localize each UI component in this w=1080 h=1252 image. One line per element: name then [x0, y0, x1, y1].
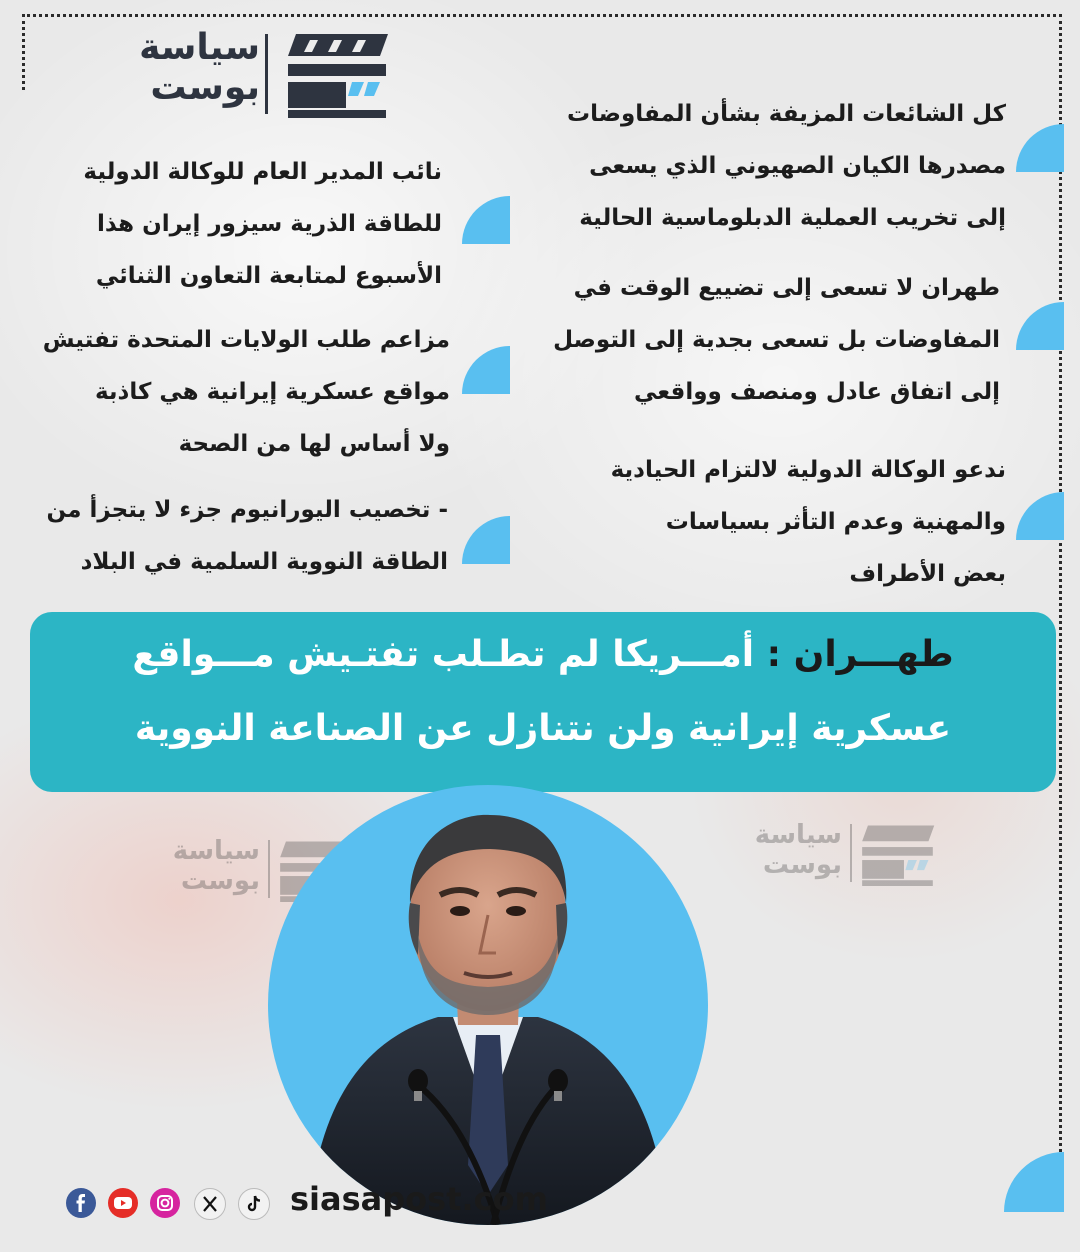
facebook-icon[interactable]: [66, 1188, 96, 1218]
point-line: نائب المدير العام للوكالة الدولية: [83, 159, 442, 185]
logo-line-1: سياسة: [139, 27, 260, 68]
point-line: إلى اتفاق عادل ومنصف وواقعي: [634, 379, 1000, 405]
dotted-frame-top: [22, 14, 1062, 17]
tiktok-icon[interactable]: [238, 1188, 270, 1220]
dotted-frame-right: [1059, 14, 1062, 1164]
dotted-frame-left: [22, 14, 25, 90]
point-left-2: [43, 314, 450, 470]
point-line: المفاوضات بل تسعى بجدية إلى التوصل: [553, 327, 1000, 353]
logo-divider: [265, 34, 268, 114]
watermark-line-2: بوست: [180, 866, 260, 896]
logo-mark-icon: [288, 32, 393, 118]
point-line: ولا أساس لها من الصحة: [178, 431, 450, 457]
headline-line-1: [30, 634, 1056, 675]
point-line: - تخصيب اليورانيوم جزء لا يتجزأ من: [46, 497, 448, 523]
point-right-1: [567, 88, 1006, 244]
portrait-circle: [268, 785, 708, 1225]
point-left-3: [47, 484, 448, 588]
point-line: إلى تخريب العملية الدبلوماسية الحالية: [579, 205, 1006, 231]
point-line: طهران لا تسعى إلى تضييع الوقت في: [573, 275, 1000, 301]
headline-line-2: عسكرية إيرانية ولن نتنازل عن الصناعة النووية: [134, 708, 952, 749]
watermark-line-1: سياسة: [172, 836, 260, 866]
x-icon[interactable]: [194, 1188, 226, 1220]
point-line: الطاقة النووية السلمية في البلاد: [80, 549, 448, 575]
website-url[interactable]: siasapost.com: [290, 1180, 548, 1218]
point-line: مصدرها الكيان الصهيوني الذي يسعى: [589, 153, 1006, 179]
brand-logo: [105, 28, 395, 120]
youtube-icon[interactable]: [108, 1188, 138, 1218]
headline-banner: [30, 612, 1056, 792]
point-right-2: [553, 262, 1000, 418]
point-line: مزاعم طلب الولايات المتحدة تفتيش: [42, 327, 450, 353]
point-line: مواقع عسكرية إيرانية هي كاذبة: [94, 379, 450, 405]
point-line: ندعو الوكالة الدولية لالتزام الحيادية: [610, 457, 1006, 483]
point-left-1: [83, 146, 442, 302]
point-line: والمهنية وعدم التأثر بسياسات: [665, 509, 1006, 535]
logo-wordmark: [105, 28, 260, 108]
point-line: بعض الأطراف: [849, 561, 1006, 587]
speaker-portrait: [268, 785, 708, 1225]
watermark-line-2: بوست: [762, 850, 842, 880]
watermark-mark-icon: [862, 824, 938, 886]
watermark-line-1: سياسة: [754, 820, 842, 850]
headline-text-1: أمـــريكا لم تطـلب تفتـيش مـــواقع: [132, 634, 755, 675]
logo-line-2: بوست: [150, 67, 260, 108]
headline-source: طهـــران :: [766, 634, 954, 675]
point-line: للطاقة الذرية سيزور إيران هذا: [96, 211, 442, 237]
point-line: كل الشائعات المزيفة بشأن المفاوضات: [567, 101, 1006, 127]
point-line: الأسبوع لمتابعة التعاون الثنائي: [95, 263, 442, 289]
instagram-icon[interactable]: [150, 1188, 180, 1218]
point-right-3: [611, 444, 1006, 600]
